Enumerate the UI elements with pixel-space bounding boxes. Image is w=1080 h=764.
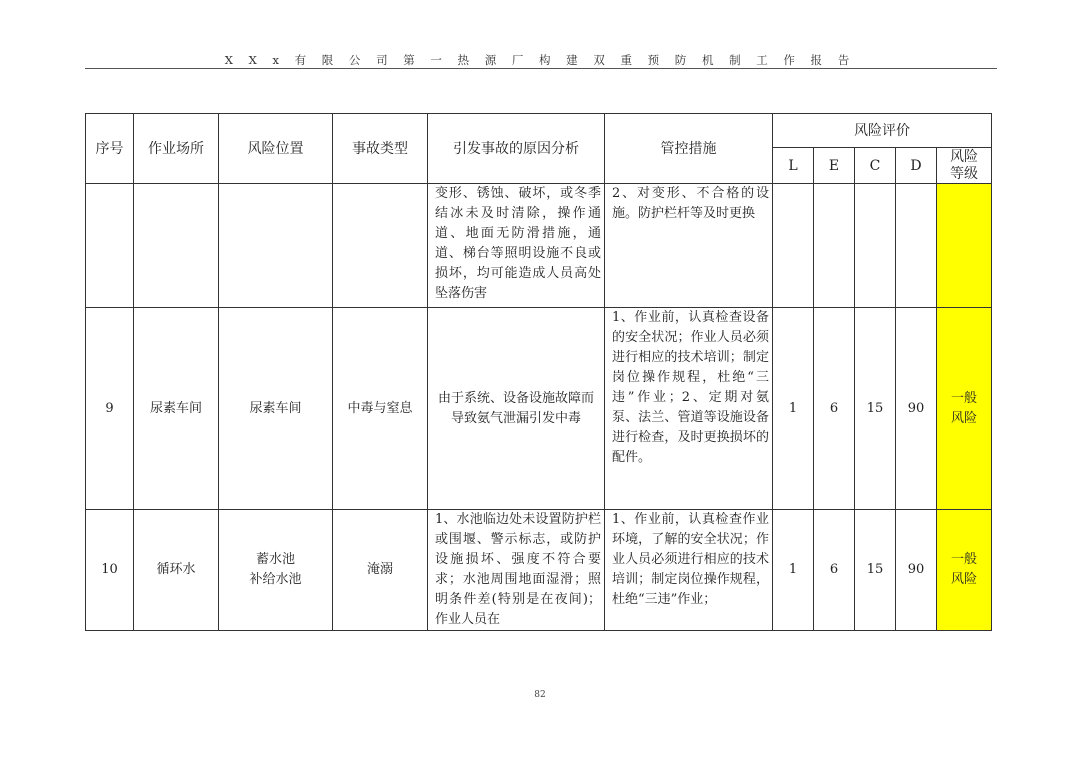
cell-C: [855, 184, 896, 308]
header-risk-eval: 风险评价: [773, 114, 992, 148]
table-row: [86, 184, 992, 308]
header-level: [937, 148, 992, 184]
cell-cause: 变形、锈蚀、破坏，或冬季结冰未及时清除，操作通道、地面无防滑措施，通道、梯台等照明设施不良或损坏，均可能造成人员高处坠落伤害: [428, 184, 605, 308]
cell-E: 6: [814, 510, 855, 631]
cell-seq: 10: [86, 510, 134, 631]
header-E: E: [814, 148, 855, 184]
header-position: 风险位置: [219, 114, 333, 184]
cell-site: 循环水: [134, 510, 219, 631]
cell-cause: 由于系统、设备设施故障而导致氨气泄漏引发中毒: [428, 308, 605, 510]
header-C: C: [855, 148, 896, 184]
cell-level-wrap: [937, 308, 992, 510]
cell-site: [134, 184, 219, 308]
risk-table: [85, 113, 992, 631]
header-seq: 序号: [86, 114, 134, 184]
cell-E: 6: [814, 308, 855, 510]
cell-control: 1、作业前，认真检查作业环境，了解的安全状况；作业人员必须进行相应的技术培训；制定岗位操作规程，杜绝“三违”作业；: [605, 510, 773, 631]
header-control: 管控措施: [605, 114, 773, 184]
cell-D: 90: [896, 510, 937, 631]
table-row: [86, 308, 992, 510]
cell-D: [896, 184, 937, 308]
header-site: 作业场所: [134, 114, 219, 184]
cell-L: [773, 184, 814, 308]
header-level-line1: 风险: [950, 148, 979, 165]
cell-level: 一般风险: [951, 552, 978, 587]
cell-level-wrap: [937, 510, 992, 631]
cell-D: 90: [896, 308, 937, 510]
cell-L: 1: [773, 308, 814, 510]
cell-seq: [86, 184, 134, 308]
cell-accident-type: 中毒与窒息: [333, 308, 428, 510]
cell-level: [937, 184, 992, 308]
page-number: 82: [534, 690, 546, 700]
cell-L: 1: [773, 510, 814, 631]
cell-E: [814, 184, 855, 308]
table-row: [86, 510, 992, 631]
cell-C: 15: [855, 308, 896, 510]
cell-seq: 9: [86, 308, 134, 510]
cell-site: 尿素车间: [134, 308, 219, 510]
header-L: L: [773, 148, 814, 184]
cell-accident-type: [333, 184, 428, 308]
cell-position: 尿素车间: [219, 308, 333, 510]
cell-accident-type: 淹溺: [333, 510, 428, 631]
cell-C: 15: [855, 510, 896, 631]
cell-position: [219, 184, 333, 308]
header-accident-type: 事故类型: [333, 114, 428, 184]
cell-control: 2、对变形、不合格的设施。防护栏杆等及时更换: [605, 184, 773, 308]
cell-level: 一般风险: [951, 390, 978, 426]
cell-cause: 1、水池临边处未设置防护栏或围堰、警示标志，或防护设施损坏、强度不符合要求；水池周围地面湿滑；照明条件差(特别是在夜间)；作业人员在: [428, 510, 605, 631]
page-header: X X x 有 限 公 司 第 一 热 源 厂 构 建 双 重 预 防 机 制 工 作 报 告: [224, 53, 856, 67]
cell-position-line2: 补给水池: [249, 572, 302, 587]
cell-position: [219, 510, 333, 631]
cell-position-line1: 蓄水池: [255, 552, 295, 567]
header-D: D: [896, 148, 937, 184]
cell-control: 1、作业前，认真检查设备的安全状况；作业人员必须进行相应的技术培训；制定岗位操作规程，杜绝“三违”作业；2、定期对氨泵、法兰、管道等设施设备进行检查，及时更换损坏的配件。: [605, 308, 773, 510]
header-cause: 引发事故的原因分析: [428, 114, 605, 184]
header-level-line2: 等级: [950, 165, 979, 182]
header-rule: [85, 68, 997, 69]
